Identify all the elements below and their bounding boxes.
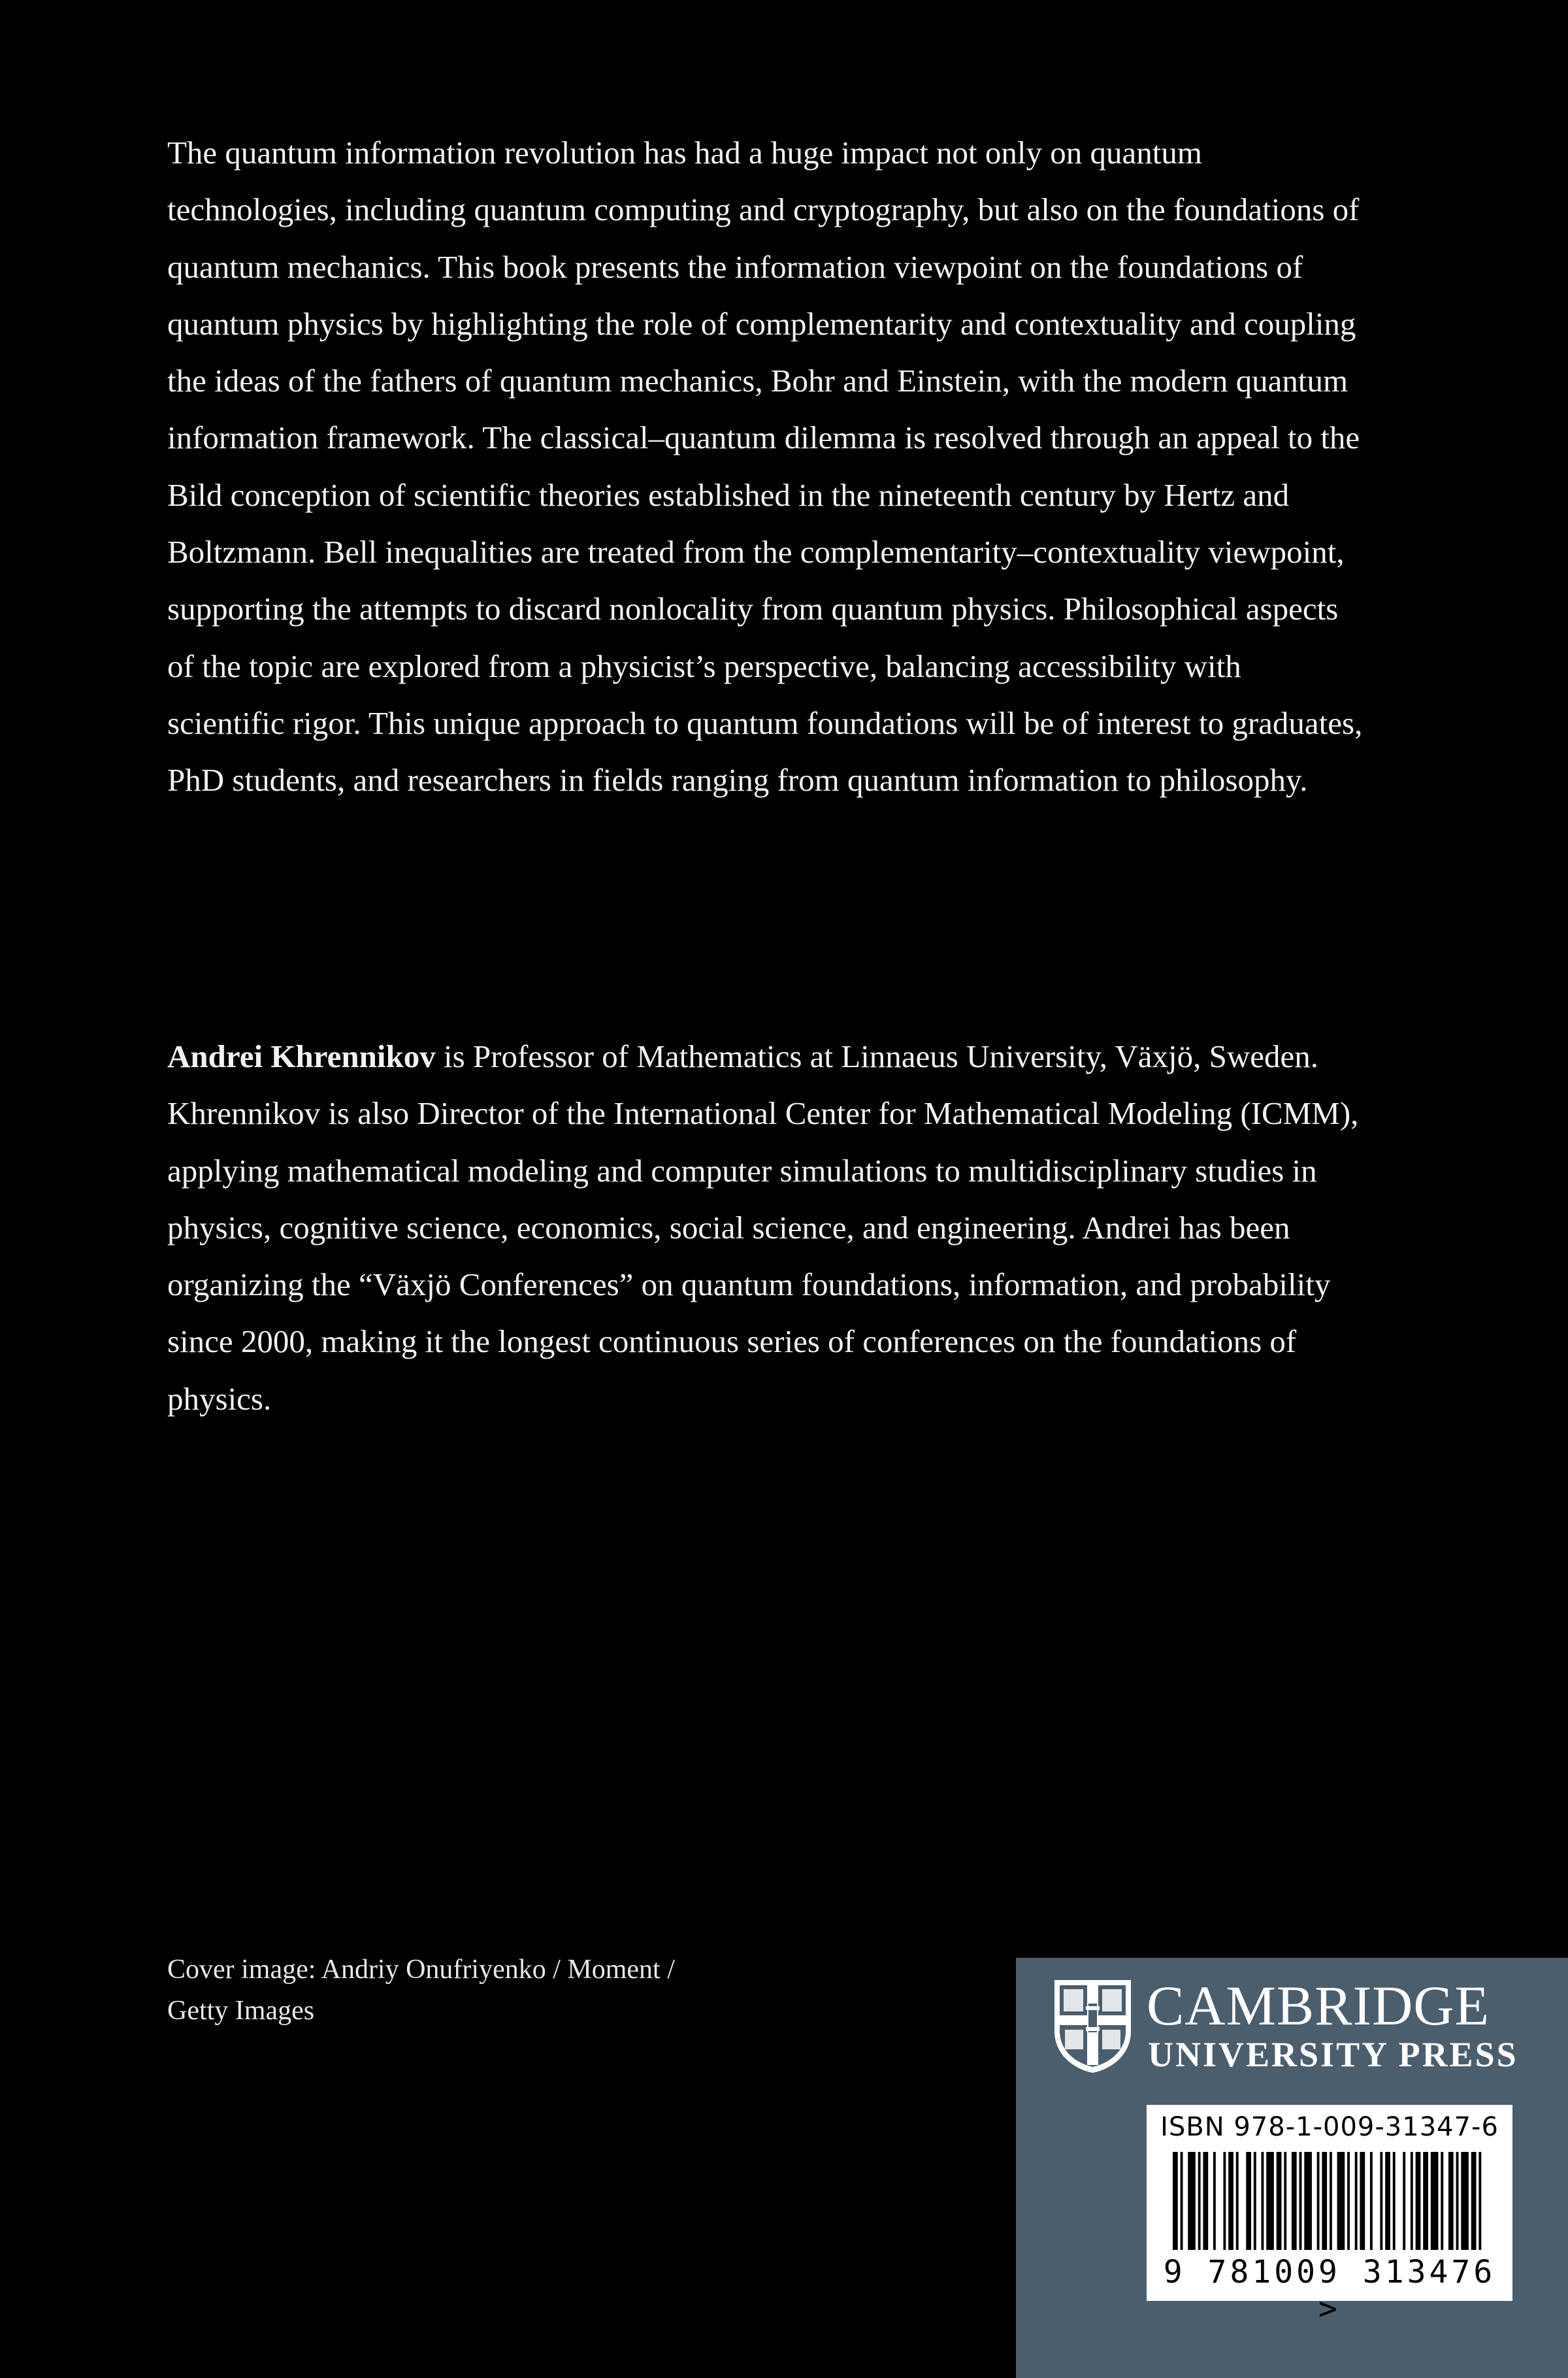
- barcode-bar: [1355, 2152, 1358, 2250]
- barcode-bar: [1284, 2152, 1286, 2250]
- barcode-bar: [1203, 2152, 1208, 2250]
- barcode-bar: [1299, 2152, 1302, 2250]
- barcode-bar: [1423, 2152, 1428, 2250]
- barcode-bar: [1370, 2152, 1373, 2250]
- barcode-bar: [1461, 2152, 1469, 2250]
- barcode-bar: [1246, 2152, 1251, 2250]
- publisher-panel: [1016, 1958, 1568, 2378]
- barcode-bar: [1337, 2152, 1345, 2250]
- publisher-subname: UNIVERSITY PRESS: [1148, 2035, 1518, 2074]
- barcode-digits: 9 781009 313476 >: [1163, 2254, 1496, 2327]
- barcode-bar: [1277, 2152, 1282, 2250]
- author-bio: [167, 1028, 1363, 1427]
- barcode-bar: [1228, 2152, 1233, 2250]
- barcode-bar: [1456, 2152, 1459, 2250]
- barcode-bar: [1441, 2152, 1443, 2250]
- barcode-bar: [1317, 2152, 1320, 2250]
- barcode-bar: [1411, 2152, 1413, 2250]
- barcode-bar: [1236, 2152, 1239, 2250]
- barcode-bar: [1403, 2152, 1405, 2250]
- cover-image-credit: [167, 1949, 755, 2032]
- barcode-bar: [1292, 2152, 1297, 2250]
- barcode-bar: [1448, 2152, 1454, 2250]
- cambridge-crest-icon: [1052, 1977, 1134, 2074]
- barcode-bar: [1330, 2152, 1332, 2250]
- barcode-bar: [1385, 2152, 1390, 2250]
- barcode-bar: [1266, 2152, 1274, 2250]
- barcode-bar: [1198, 2152, 1201, 2250]
- publisher-name: CAMBRIDGE: [1147, 1974, 1490, 2037]
- barcode-bar: [1360, 2152, 1365, 2250]
- barcode-bar: [1181, 2152, 1183, 2250]
- author-name: Andrei Khrennikov: [167, 1038, 436, 1074]
- barcode: [1147, 2105, 1512, 2327]
- barcode-bar: [1261, 2152, 1264, 2250]
- barcode-bar: [1416, 2152, 1421, 2250]
- barcode-bar: [1380, 2152, 1382, 2250]
- barcode-bar: [1254, 2152, 1256, 2250]
- barcode-bar: [1471, 2152, 1477, 2250]
- book-description: The quantum information revolution has had a huge impact not only on quantum technologies, including quantum computing and cryptography, but also on the foundations of quantum mechanics. This book presents the information viewpoint on the foundations of quantum physics by highlighting the role of complementarity and contextuality and coupling the ideas of the fathers of quantum mechanics, Bohr and Einstein, with the modern quantum information framework. The classical–quantum dilemma is resolved through an appeal to the Bild conception of scientific theories established in the nineteenth century by Hertz and Boltzmann. Bell inequalities are treated from the complementarity–contextuality viewpoint, supporting the attempts to discard nonlocality from quantum physics. Philosophical aspects of the topic are explored from a physicist’s perspective, balancing accessibility with scientific rigor. This unique approach to quantum foundations will be of interest to graduates, PhD students, and researchers in fields ranging from quantum information to philosophy.: [167, 135, 1363, 799]
- barcode-bar: [1213, 2152, 1216, 2250]
- barcode-bar: [1478, 2152, 1481, 2250]
- barcode-bars: [1173, 2152, 1486, 2250]
- barcode-bar: [1347, 2152, 1350, 2250]
- barcode-bar: [1322, 2152, 1327, 2250]
- credit-line-1: Cover image: Andriy Onufriyenko / Moment /: [167, 1955, 675, 1985]
- author-bio-text: is Professor of Mathematics at Linnaeus University, Växjö, Sweden. Khrennikov is also Director of the International Center for Mathematical Modeling (ICMM), applying mathematical modeling and computer simulations to multidisciplinary studies in physics, cognitive science, economics, social science, and engineering. Andrei has been organizing the “Växjö Conferences” on quantum foundations, information, and probability since 2000, making it the longest continuous series of conferences on the foundations of physics.: [167, 1038, 1359, 1417]
- barcode-bar: [1431, 2152, 1439, 2250]
- credit-line-2: Getty Images: [167, 1996, 315, 2026]
- isbn-label: ISBN 978-1-009-31347-6: [1160, 2112, 1499, 2142]
- barcode-bar: [1223, 2152, 1226, 2250]
- barcode-bar: [1188, 2152, 1196, 2250]
- barcode-bar: [1173, 2152, 1178, 2250]
- barcode-bar: [1393, 2152, 1396, 2250]
- barcode-bar: [1304, 2152, 1312, 2250]
